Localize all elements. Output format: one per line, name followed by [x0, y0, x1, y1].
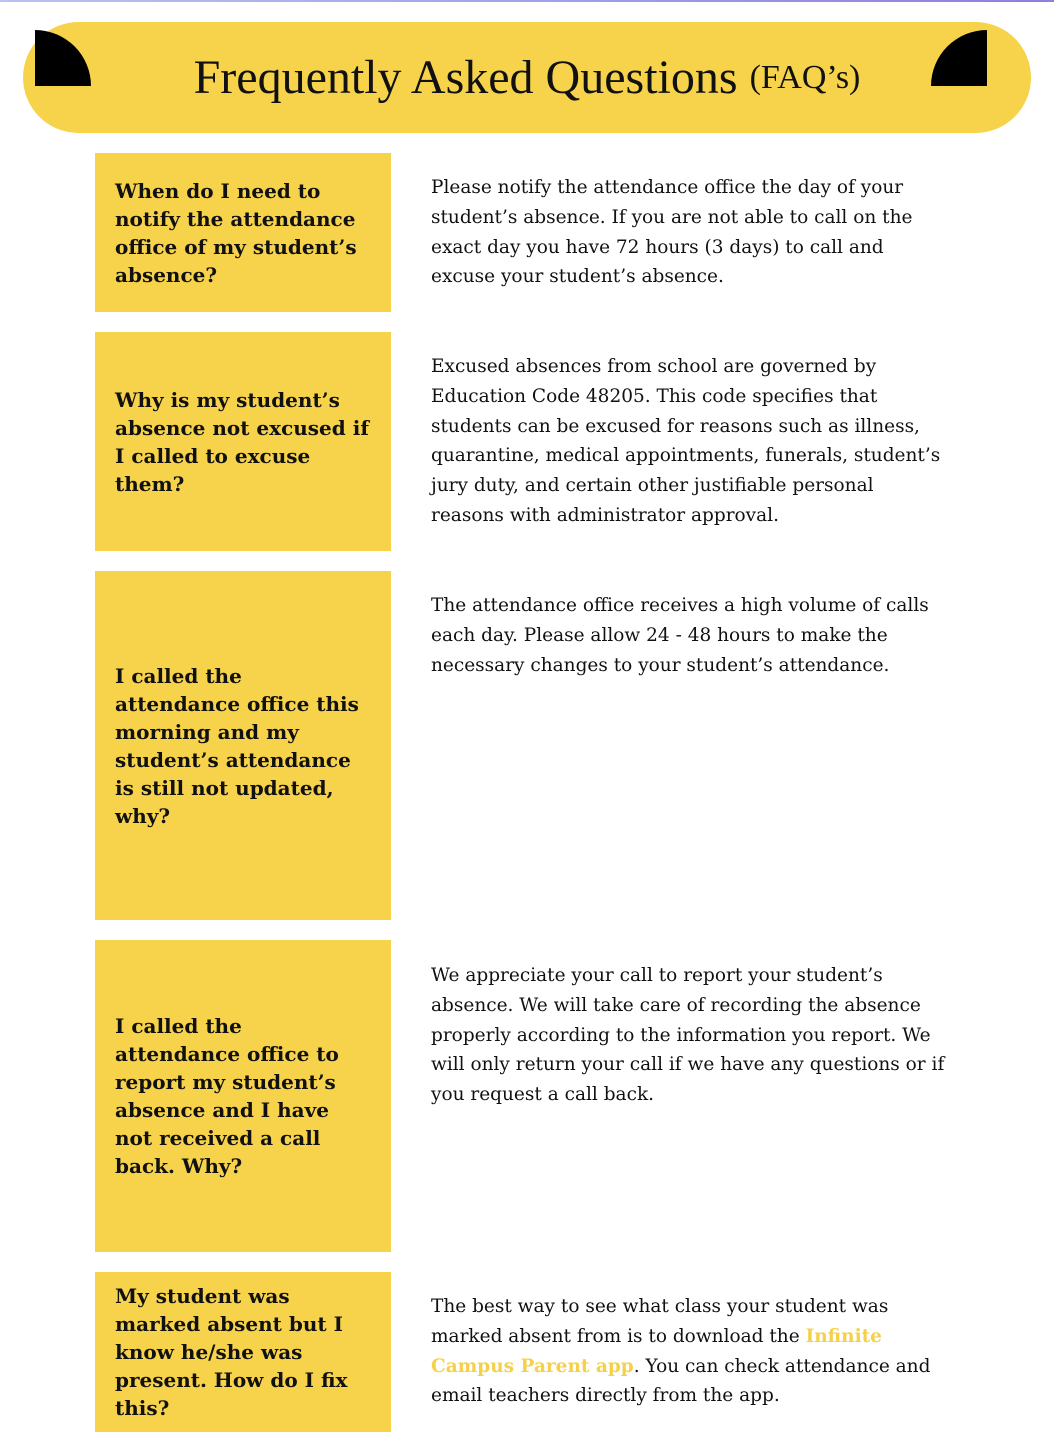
- faq-answer-5-text-end: . You can check attendance and email teachers directly from the app.: [431, 1355, 931, 1407]
- faq-answer-1: Please notify the attendance office the day of your student’s absence. If you are not able to call on the exact day you have 72 hours (3 days) to call and excuse your student’s absence.: [431, 177, 913, 288]
- faq-question-box-2: [95, 332, 391, 551]
- faq-answer-5-text-start: The best way to see what class your student was marked absent from is to download the: [431, 1296, 889, 1347]
- faq-answer-5: [431, 1292, 951, 1411]
- faq-question-box-3: [95, 571, 391, 920]
- header-banner: [23, 22, 1031, 133]
- top-rule: [0, 0, 1054, 2]
- faq-question-box-5: [95, 1272, 391, 1432]
- faq-question-1: When do I need to notify the attendance office of my student’s absence?: [115, 178, 357, 287]
- faq-question-box-1: [95, 153, 391, 312]
- faq-question-5: My student was marked absent but I know he/she was present. How do I fix this?: [115, 1284, 348, 1420]
- faq-answer-3: The attendance office receives a high volume of calls each day. Please allow 24 - 48 hours to make the necessary changes to your student’s attendance.: [431, 595, 929, 676]
- faq-question-box-4: [95, 940, 391, 1252]
- faq-question-4: I called the attendance office to report my student’s absence and I have not received a call back. Why?: [115, 1014, 339, 1178]
- faq-question-3: I called the attendance office this morning and my student’s attendance is still not updated, why?: [115, 663, 359, 828]
- faq-answer-2: Excused absences from school are governed by Education Code 48205. This code specifies that students can be excused for reasons such as illness, quarantine, medical appointments, funerals, student’s jury duty, and certain other justifiable personal reasons with administrator approval.: [431, 356, 941, 526]
- faq-answer-4: We appreciate your call to report your student’s absence. We will take care of recording the absence properly according to the information you report. We will only return your call if we have any questions or if you request a call back.: [431, 965, 945, 1106]
- page-title-wrap: [23, 22, 1031, 133]
- faq-question-2: Why is my student’s absence not excused if I called to excuse them?: [115, 387, 369, 496]
- page-title: Frequently Asked Questions: [193, 51, 738, 104]
- page-subtitle: (FAQ’s): [749, 58, 861, 96]
- infinite-campus-app-link[interactable]: Infinite Campus Parent app: [431, 1325, 882, 1377]
